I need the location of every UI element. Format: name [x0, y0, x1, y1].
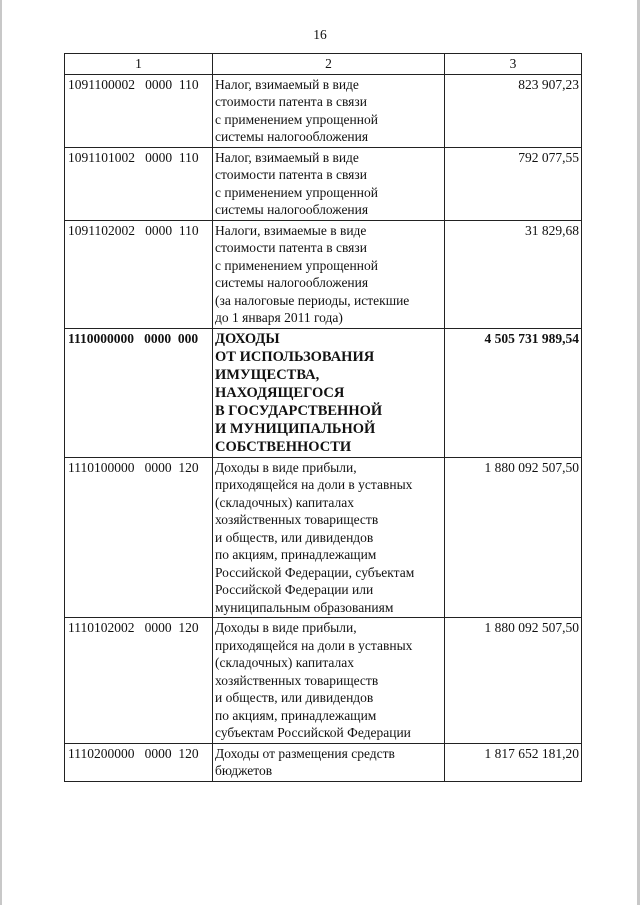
amount-cell: 823 907,23: [445, 74, 582, 147]
table-row: [65, 74, 582, 147]
revenue-name-cell: [213, 328, 445, 457]
amount-cell: 1 880 092 507,50: [445, 618, 582, 744]
page-number: 16: [313, 27, 327, 42]
budget-code-cell: 1110200000 0000 120: [65, 743, 213, 781]
table-row: [65, 328, 582, 457]
scan-edge-left: [0, 0, 2, 905]
revenue-name-line: Налог, взимаемый в виде: [215, 76, 359, 92]
column-header-name: 2: [213, 54, 445, 75]
revenue-name-line: (за налоговые периоды, истекшие: [215, 292, 410, 308]
table-row: [65, 618, 582, 744]
revenue-name-line: приходящейся на доли в уставных: [215, 637, 413, 653]
table-header-row: [65, 54, 582, 75]
revenue-name-line: муниципальным образованиям: [215, 599, 394, 615]
revenue-name-line: до 1 января 2011 года): [215, 310, 343, 325]
revenue-name-line: Российской Федерации, субъектам: [215, 564, 415, 580]
revenue-name-line: с применением упрощенной: [215, 111, 378, 127]
revenue-name-line: с применением упрощенной: [215, 257, 378, 273]
revenue-name-cell: [213, 147, 445, 220]
budget-code-cell: 1091100002 0000 110: [65, 74, 213, 147]
revenue-name-line: И МУНИЦИПАЛЬНОЙ: [215, 420, 376, 437]
revenue-name-line: системы налогообложения: [215, 275, 369, 290]
revenue-name-line: В ГОСУДАРСТВЕННОЙ: [215, 402, 383, 419]
revenue-name-line: системы налогообложения: [215, 129, 369, 144]
revenue-name-cell: [213, 74, 445, 147]
table-body: [65, 54, 582, 782]
revenue-name-line: Доходы в виде прибыли,: [215, 459, 357, 475]
column-header-code: 1: [65, 54, 213, 75]
amount-cell: 4 505 731 989,54: [445, 328, 582, 457]
budget-code-cell: 1110000000 0000 000: [65, 328, 213, 457]
revenue-name-line: Доходы от размещения средств: [215, 745, 395, 761]
budget-revenue-table: [64, 53, 582, 782]
revenue-name-line: стоимости патента в связи: [215, 240, 367, 255]
amount-cell: 1 817 652 181,20: [445, 743, 582, 781]
budget-code-cell: 1091102002 0000 110: [65, 220, 213, 328]
revenue-name-line: стоимости патента в связи: [215, 167, 367, 182]
revenue-name-line: ИМУЩЕСТВА,: [215, 366, 320, 383]
amount-cell: 1 880 092 507,50: [445, 457, 582, 618]
table-row: [65, 457, 582, 618]
revenue-name-line: стоимости патента в связи: [215, 94, 367, 109]
revenue-name-cell: [213, 220, 445, 328]
table-row: [65, 147, 582, 220]
revenue-name-line: Налоги, взимаемые в виде: [215, 222, 367, 238]
column-header-amount: 3: [445, 54, 582, 75]
revenue-name-cell: [213, 457, 445, 618]
revenue-name-cell: [213, 618, 445, 744]
revenue-name-line: субъектам Российской Федерации: [215, 725, 411, 740]
table-row: [65, 743, 582, 781]
revenue-name-line: по акциям, принадлежащим: [215, 547, 377, 562]
table-row: [65, 220, 582, 328]
revenue-name-line: приходящейся на доли в уставных: [215, 477, 413, 492]
revenue-name-line: НАХОДЯЩЕГОСЯ: [215, 384, 345, 401]
revenue-name-line: ДОХОДЫ: [215, 330, 280, 347]
revenue-name-line: и обществ, или дивидендов: [215, 690, 374, 705]
revenue-name-cell: [213, 743, 445, 781]
revenue-name-line: хозяйственных товариществ: [215, 672, 379, 688]
budget-code-cell: 1091101002 0000 110: [65, 147, 213, 220]
amount-cell: 31 829,68: [445, 220, 582, 328]
revenue-name-line: ОТ ИСПОЛЬЗОВАНИЯ: [215, 348, 375, 365]
budget-code-cell: 1110102002 0000 120: [65, 618, 213, 744]
amount-cell: 792 077,55: [445, 147, 582, 220]
revenue-name-line: системы налогообложения: [215, 202, 369, 217]
revenue-name-line: Налог, взимаемый в виде: [215, 149, 359, 165]
budget-code-cell: 1110100000 0000 120: [65, 457, 213, 618]
revenue-name-line: (складочных) капиталах: [215, 655, 355, 670]
revenue-name-line: Российской Федерации или: [215, 582, 374, 597]
revenue-name-line: хозяйственных товариществ: [215, 512, 379, 527]
revenue-name-line: Доходы в виде прибыли,: [215, 620, 357, 635]
revenue-name-line: СОБСТВЕННОСТИ: [215, 438, 352, 455]
revenue-name-line: бюджетов: [215, 763, 273, 778]
revenue-name-line: и обществ, или дивидендов: [215, 529, 374, 545]
revenue-name-line: по акциям, принадлежащим: [215, 707, 377, 723]
revenue-name-line: (складочных) капиталах: [215, 494, 355, 510]
revenue-name-line: с применением упрощенной: [215, 184, 378, 200]
